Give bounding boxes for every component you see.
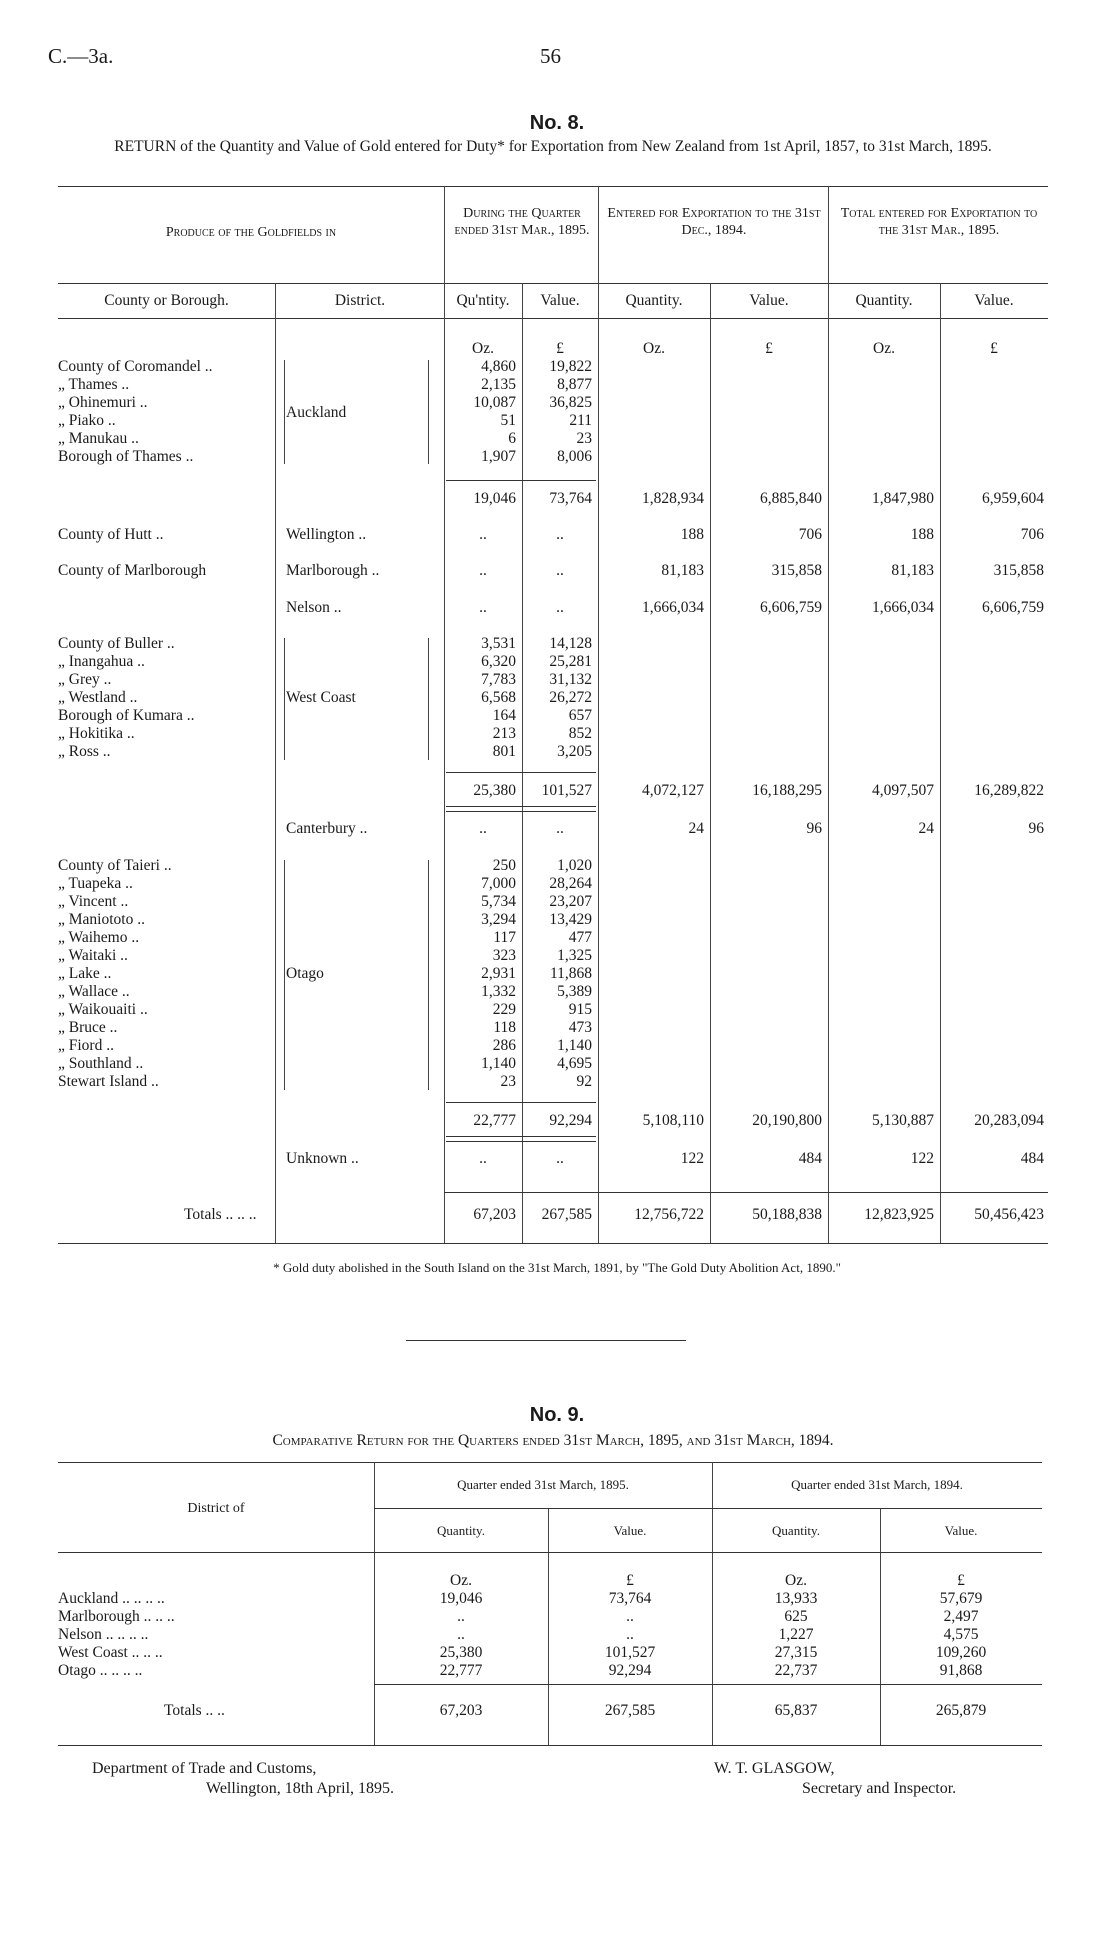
place-name: „ Ross .. [58,743,111,760]
place-name: „ Bruce .. [58,1019,118,1036]
unit-pound: £ [957,1572,965,1589]
place-name: „ Maniototo .. [58,911,145,928]
dec-qty: 1,828,934 [642,490,704,507]
value-cell: 11,868 [549,965,592,982]
value-cell: 5,389 [557,983,592,1000]
q94-qty: 22,737 [774,1662,818,1679]
qty-cell: 6,320 [481,653,516,670]
header-district: District. [334,292,386,309]
place-date-line: Wellington, 18th April, 1895. [206,1780,395,1797]
qty-cell: 250 [492,857,516,874]
total-qty: 5,130,887 [872,1112,934,1129]
qty-cell: 213 [492,725,516,742]
dec-value: 16,188,295 [752,782,822,799]
totals-q94-qty: 65,837 [774,1702,818,1719]
place-name: „ Vincent .. [58,893,129,910]
q95-value: 73,764 [608,1590,652,1607]
totals-dec-qty: 12,756,722 [634,1206,704,1223]
value-cell: 477 [568,929,592,946]
place-name: „ Fiord .. [58,1037,114,1054]
subtotal-value: 101,527 [541,782,592,799]
dec-value: 706 [798,526,822,543]
place-name: „ Thames .. [58,376,130,393]
unit-oz: Oz. [450,1572,472,1589]
header-val-quarter: Value. [540,292,580,309]
value-cell: .. [556,562,564,579]
signatory-title: Secretary and Inspector. [802,1780,957,1797]
district-name: Nelson .. [286,599,342,616]
district-name: Marlborough .. [286,562,380,579]
total-qty: 4,097,507 [872,782,934,799]
unit-pound: £ [765,340,773,357]
q94-qty: 625 [784,1608,808,1625]
value-cell: 14,128 [549,635,592,652]
q94-value: 57,679 [939,1590,983,1607]
totals-qty: 67,203 [473,1206,516,1223]
value-cell: 1,020 [557,857,592,874]
qty-cell: 3,294 [481,911,516,928]
total-value: 484 [1020,1150,1044,1167]
dec-qty: 81,183 [661,562,704,579]
dec-qty: 1,666,034 [642,599,704,616]
total-value: 6,606,759 [982,599,1044,616]
qty-cell: 7,783 [481,671,516,688]
district-name: Wellington .. [286,526,367,543]
total-value: 315,858 [993,562,1044,579]
header-qty-dec: Quantity. [625,292,683,309]
header-val-total: Value. [974,292,1014,309]
unit-pound: £ [990,340,998,357]
value-cell: 915 [568,1001,592,1018]
place-name: „ Lake .. [58,965,112,982]
q95-value: .. [626,1626,634,1643]
place-name: County of Hutt .. [58,526,164,543]
value-cell: .. [556,820,564,837]
total-qty: 1,847,980 [872,490,934,507]
totals-label: Totals .. .. .. [184,1206,257,1223]
qty-cell: 6 [508,430,516,447]
value-cell: .. [556,526,564,543]
q95-qty: .. [457,1608,465,1625]
subtotal-value: 92,294 [549,1112,592,1129]
qty-cell: 801 [492,743,516,760]
q95-qty: 22,777 [439,1662,483,1679]
subtotal-qty: 25,380 [473,782,516,799]
totals-q94-value: 265,879 [935,1702,987,1719]
header-q94: Quarter ended 31st March, 1894. [791,1477,963,1492]
district-name: West Coast [286,689,356,706]
place-name: County of Marlborough [58,562,207,579]
header-q94-val: Value. [944,1523,978,1538]
district-name: Canterbury .. [286,820,368,837]
document-reference: C.—3a. [48,44,114,68]
total-qty: 122 [910,1150,934,1167]
dec-qty: 24 [688,820,704,837]
place-name: „ Tuapeka .. [58,875,133,892]
q95-value: 101,527 [604,1644,656,1661]
dec-qty: 188 [680,526,704,543]
value-cell: 8,006 [557,448,592,465]
qty-cell: 1,140 [481,1055,516,1072]
qty-cell: 4,860 [481,358,516,375]
value-cell: 473 [568,1019,592,1036]
dec-qty: 5,108,110 [642,1112,704,1129]
unit-pound: £ [556,340,564,357]
place-name: „ Westland .. [58,689,138,706]
qty-cell: 5,734 [481,893,516,910]
dec-value: 6,885,840 [760,490,822,507]
total-qty: 81,183 [891,562,934,579]
dec-value: 6,606,759 [760,599,822,616]
place-name: „ Hokitika .. [58,725,135,742]
total-value: 96 [1028,820,1044,837]
qty-cell: .. [479,1150,487,1167]
q94-value: 2,497 [943,1608,979,1625]
place-name: „ Ohinemuri .. [58,394,148,411]
place-name: „ Grey .. [58,671,112,688]
totals-total-value: 50,456,423 [974,1206,1044,1223]
qty-cell: 323 [492,947,516,964]
totals-value: 267,585 [541,1206,592,1223]
place-name: Borough of Thames .. [58,448,194,465]
place-name: „ Waitaki .. [58,947,128,964]
unit-oz: Oz. [472,340,494,357]
place-name: „ Waikouaiti .. [58,1001,148,1018]
q94-qty: 13,933 [774,1590,818,1607]
value-cell: 23,207 [549,893,592,910]
total-value: 706 [1020,526,1044,543]
qty-cell: 164 [492,707,516,724]
q94-qty: 1,227 [778,1626,814,1643]
value-cell: 3,205 [557,743,592,760]
unit-oz: Oz. [873,340,895,357]
header-district: District of [187,1501,245,1516]
value-cell: 1,325 [557,947,592,964]
qty-cell: 1,907 [481,448,516,465]
place-name: „ Inangahua .. [58,653,145,670]
total-value: 6,959,604 [982,490,1044,507]
qty-cell: .. [479,820,487,837]
q94-qty: 27,315 [774,1644,818,1661]
value-cell: 23 [576,430,592,447]
total-value: 20,283,094 [974,1112,1044,1129]
footnote: * Gold duty abolished in the South Island on the 31st March, 1891, by "The Gold Duty Abolition Act, 1890." [273,1260,841,1275]
header-q95: Quarter ended 31st March, 1895. [457,1477,629,1492]
district-name: Auckland [286,404,347,421]
qty-cell: 118 [493,1019,516,1036]
section-divider [406,1340,686,1341]
value-cell: 36,825 [549,394,592,411]
header-q95-val: Value. [613,1523,647,1538]
qty-cell: 1,332 [481,983,516,1000]
place-name: „ Wallace .. [58,983,130,1000]
header-quarter: During the Quarter ended 31st Mar., 1895. [454,206,590,238]
table8-description: RETURN of the Quantity and Value of Gold entered for Duty* for Exportation from New Zealand from 1st April, 1857, to 31st March, 1895. [114,138,992,155]
header-county: County or Borough. [104,292,229,309]
value-cell: .. [556,599,564,616]
table8-number: No. 8. [529,112,585,134]
qty-cell: 23 [500,1073,516,1090]
total-qty: 24 [918,820,934,837]
district-name: Nelson .. .. .. .. [58,1626,149,1643]
qty-cell: 229 [492,1001,516,1018]
qty-cell: 51 [500,412,516,429]
district-name: Auckland .. .. .. .. [58,1590,165,1607]
header-q95-qty: Quantity. [437,1523,485,1538]
totals-total-qty: 12,823,925 [864,1206,934,1223]
value-cell: 31,132 [549,671,592,688]
value-cell: 8,877 [557,376,592,393]
totals-label: Totals .. .. [164,1702,225,1719]
header-produce: Produce of the Goldfields in [165,225,337,240]
totals-q95-qty: 67,203 [439,1702,483,1719]
qty-cell: 2,931 [481,965,516,982]
value-cell: 211 [569,412,592,429]
subtotal-qty: 22,777 [473,1112,516,1129]
qty-cell: .. [479,599,487,616]
place-name: „ Waihemo .. [58,929,140,946]
total-qty: 1,666,034 [872,599,934,616]
header-dec: Entered for Exportation to the 31st Dec., 1894. [607,206,821,238]
qty-cell: 6,568 [481,689,516,706]
q95-qty: 19,046 [439,1590,483,1607]
place-name: County of Coromandel .. [58,358,213,375]
signatory-name: W. T. GLASGOW, [714,1760,835,1777]
unit-oz: Oz. [785,1572,807,1589]
value-cell: 26,272 [549,689,592,706]
place-name: Stewart Island .. [58,1073,159,1090]
value-cell: 4,695 [557,1055,592,1072]
dec-value: 20,190,800 [752,1112,822,1129]
value-cell: 92 [576,1073,592,1090]
header-qty-quarter: Qu'ntity. [456,292,510,309]
place-name: „ Manukau .. [58,430,139,447]
table9-description: Comparative Return for the Quarters ended 31st March, 1895, and 31st March, 1894. [272,1432,834,1449]
subtotal-value: 73,764 [549,490,592,507]
district-name: Otago [286,965,324,982]
dec-value: 484 [798,1150,822,1167]
district-name: Unknown .. [286,1150,359,1167]
q95-value: .. [626,1608,634,1625]
place-name: Borough of Kumara .. [58,707,195,724]
qty-cell: 7,000 [481,875,516,892]
place-name: „ Southland .. [58,1055,144,1072]
header-total: Total entered for Exportation to the 31st Mar., 1895. [840,206,1038,238]
district-name: West Coast .. .. .. [58,1644,163,1661]
header-q94-qty: Quantity. [772,1523,820,1538]
q94-value: 109,260 [935,1644,987,1661]
value-cell: 1,140 [557,1037,592,1054]
dec-value: 96 [806,820,822,837]
qty-cell: 2,135 [481,376,516,393]
department-line: Department of Trade and Customs, [92,1760,317,1777]
qty-cell: .. [479,526,487,543]
q95-qty: .. [457,1626,465,1643]
qty-cell: 286 [492,1037,516,1054]
qty-cell: 117 [493,929,516,946]
place-name: „ Piako .. [58,412,116,429]
total-qty: 188 [910,526,934,543]
value-cell: 25,281 [549,653,592,670]
value-cell: 28,264 [549,875,592,892]
value-cell: 19,822 [549,358,592,375]
unit-oz: Oz. [643,340,665,357]
q94-value: 4,575 [943,1626,979,1643]
totals-q95-value: 267,585 [604,1702,656,1719]
value-cell: .. [556,1150,564,1167]
table9-number: No. 9. [529,1404,585,1426]
total-value: 16,289,822 [974,782,1044,799]
header-qty-total: Quantity. [855,292,913,309]
value-cell: 657 [568,707,592,724]
qty-cell: .. [479,562,487,579]
dec-value: 315,858 [771,562,822,579]
dec-qty: 4,072,127 [642,782,704,799]
district-name: Otago .. .. .. .. [58,1662,143,1679]
qty-cell: 3,531 [481,635,516,652]
totals-dec-value: 50,188,838 [752,1206,822,1223]
dec-qty: 122 [680,1150,704,1167]
page-number: 56 [540,44,561,68]
q95-qty: 25,380 [439,1644,483,1661]
header-val-dec: Value. [749,292,789,309]
place-name: County of Taieri .. [58,857,172,874]
qty-cell: 10,087 [473,394,516,411]
value-cell: 852 [568,725,592,742]
place-name: County of Buller .. [58,635,175,652]
unit-pound: £ [626,1572,634,1589]
q94-value: 91,868 [939,1662,983,1679]
subtotal-qty: 19,046 [473,490,516,507]
value-cell: 13,429 [549,911,592,928]
district-name: Marlborough .. .. .. [58,1608,175,1625]
q95-value: 92,294 [608,1662,652,1679]
